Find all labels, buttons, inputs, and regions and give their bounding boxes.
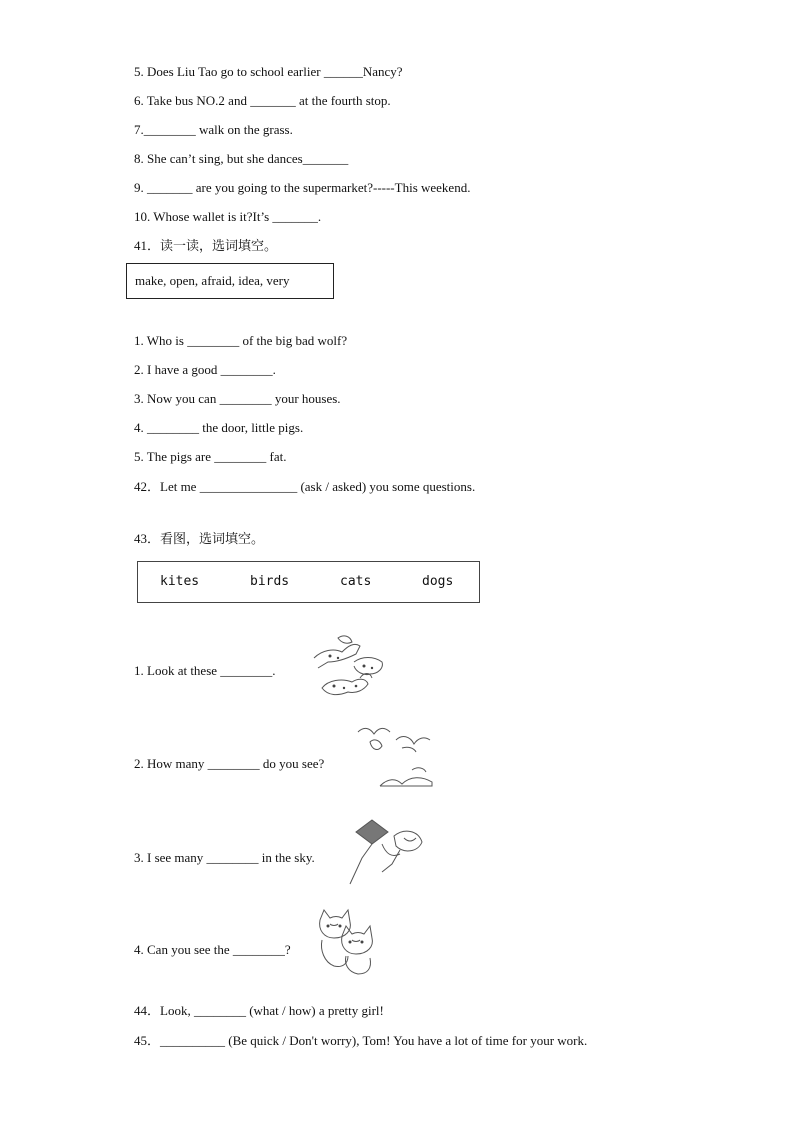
word-bank-box [126,263,334,299]
word-bank-box [137,561,480,603]
kites-picture [342,814,426,888]
question-item: 9. _______ are you going to the supermarket?-----This weekend. [134,180,471,195]
word-bank-word: dogs [422,574,454,589]
question-item: 1. Look at these ________. [134,663,276,678]
question-41-title: 41．读一读，选词填空。 [134,238,278,253]
question-item: 2. How many ________ do you see? [134,756,325,771]
question-44: 44．Look, ________ (what / how) a pretty girl! [134,1003,384,1018]
question-item: 2. I have a good ________. [134,362,276,377]
question-43-title: 43．看图，选词填空。 [134,531,265,546]
word-bank-text: make, open, afraid, idea, very [135,273,290,288]
question-item: 1. Who is ________ of the big bad wolf? [134,333,348,348]
question-42: 42．Let me _______________ (ask / asked) you some questions. [134,479,476,494]
question-item: 4. Can you see the ________? [134,942,291,957]
question-45: 45．__________ (Be quick / Don't worry), Tom! You have a lot of time for your work. [134,1033,588,1048]
cats-picture [312,906,380,978]
question-item: 5. Does Liu Tao go to school earlier ______Nancy? [134,64,403,79]
birds-picture [352,722,440,794]
question-item: 10. Whose wallet is it?It’s _______. [134,209,322,224]
question-item: 8. She can’t sing, but she dances_______ [134,151,349,166]
question-item: 7.________ walk on the grass. [134,122,293,137]
question-item: 6. Take bus NO.2 and _______ at the fourth stop. [134,93,391,108]
word-bank-word: kites [160,574,200,589]
question-item: 5. The pigs are ________ fat. [134,449,287,464]
question-item: 3. Now you can ________ your houses. [134,391,341,406]
question-item: 3. I see many ________ in the sky. [134,850,315,865]
question-item: 4. ________ the door, little pigs. [134,420,304,435]
word-bank-word: birds [250,574,290,589]
word-bank-word: cats [340,574,372,589]
dogs-picture [308,628,390,703]
